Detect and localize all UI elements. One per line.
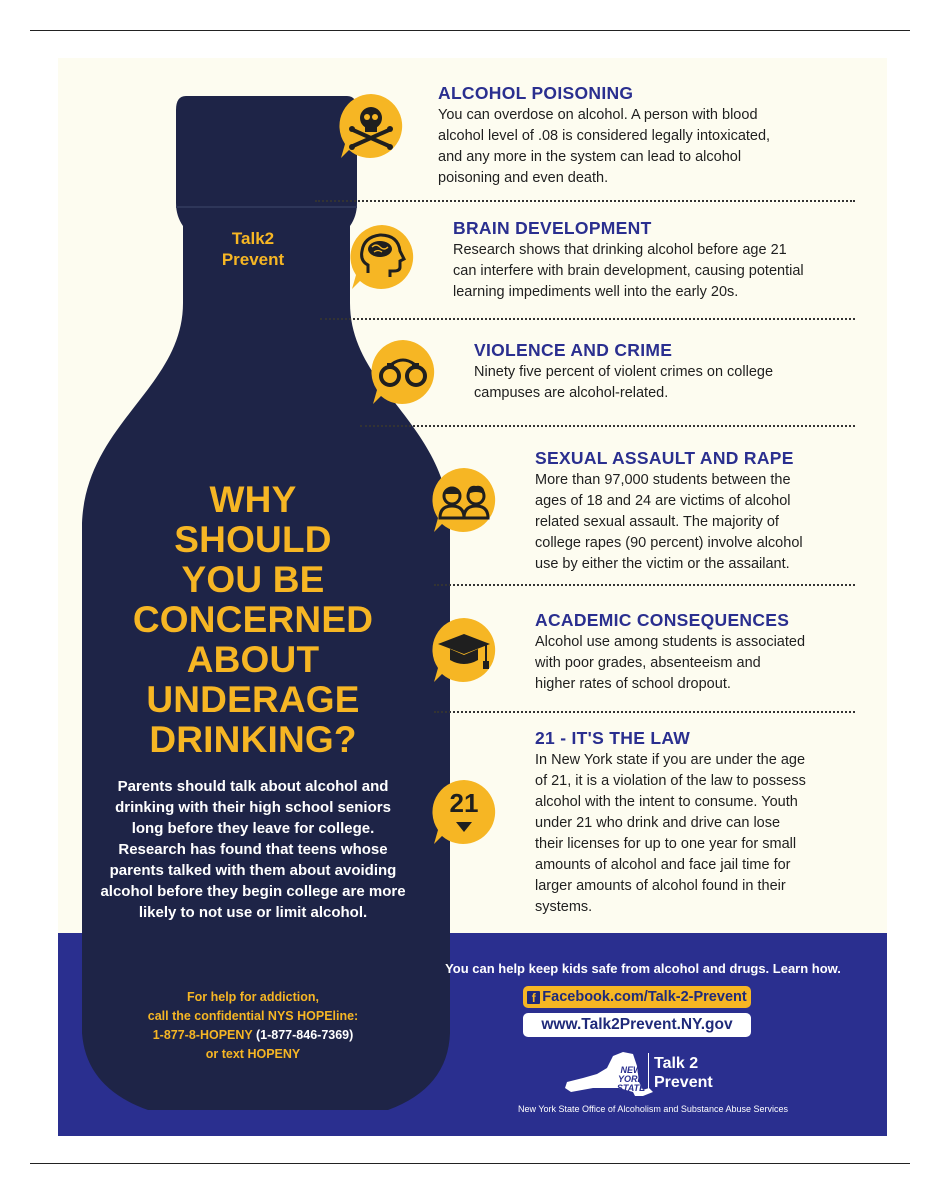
help-line-1: For help for addiction,: [187, 990, 319, 1004]
body-line: systems.: [535, 899, 593, 915]
website-url: www.Talk2Prevent.NY.gov: [541, 1016, 733, 1033]
section-brain-development: [453, 218, 863, 303]
brand-logo-top: [203, 228, 303, 270]
logo-divider: [648, 1053, 649, 1093]
headline-line: CONCERNED: [132, 599, 374, 640]
body-line: learning impediments well into the early 20s.: [453, 284, 739, 300]
body-line: related sexual assault. The majority of: [535, 514, 779, 530]
section-title: ALCOHOL POISONING: [438, 83, 634, 103]
body-line: Research shows that drinking alcohol before age 21: [453, 242, 787, 258]
intro-paragraph: Parents should talk about alcohol and drinking with their high school seniors long before they leave for college. Research has found that teens whose parents talked with them about avoiding alcohol before they begin college are more likely to not use or limit alcohol.: [100, 778, 406, 921]
body-line: You can overdose on alcohol. A person with blood: [438, 107, 758, 123]
body-line: college rapes (90 percent) involve alcohol: [535, 535, 803, 551]
body-line: larger amounts of alcohol found in their: [535, 878, 786, 894]
handcuffs-icon: [367, 336, 439, 408]
section-title: SEXUAL ASSAULT AND RAPE: [535, 448, 794, 468]
headline-line: WHY: [209, 479, 297, 520]
section-its-the-law: [535, 728, 865, 918]
body-line: alcohol with the intent to consume. Youth: [535, 794, 798, 810]
section-alcohol-poisoning: [438, 83, 858, 189]
body-line: campuses are alcohol-related.: [474, 385, 669, 401]
facebook-url: Facebook.com/Talk-2-Prevent: [542, 989, 747, 1005]
section-body: [438, 105, 858, 189]
section-body: [453, 240, 863, 303]
body-line: ages of 18 and 24 are victims of alcohol: [535, 493, 791, 509]
website-link[interactable]: [523, 1013, 751, 1037]
body-line: Ninety five percent of violent crimes on college: [474, 364, 774, 380]
state-line: STATE: [616, 1083, 646, 1093]
hopeline-phone-word: 1-877-8-HOPENY: [152, 1028, 253, 1042]
section-body: [535, 470, 865, 575]
state-line: NEW: [620, 1065, 642, 1075]
section-title: ACADEMIC CONSEQUENCES: [535, 610, 790, 630]
body-line: alcohol level of .08 is considered legally intoxicated,: [438, 128, 771, 144]
divider: [320, 318, 855, 320]
help-info: [98, 988, 408, 1064]
headline-line: YOU BE: [181, 559, 325, 600]
headline-line: UNDERAGE: [146, 679, 360, 720]
section-title: 21 - IT'S THE LAW: [535, 728, 691, 748]
graduation-cap-icon: [428, 614, 500, 686]
brain-head-icon: [346, 221, 418, 293]
headline-line: ABOUT: [186, 639, 320, 680]
section-body: [535, 632, 865, 695]
age-21-icon: [428, 776, 500, 848]
agency-name: New York State Office of Alcoholism and Substance Abuse Services: [518, 1104, 788, 1114]
divider: [434, 584, 855, 586]
two-people-icon: [428, 464, 500, 536]
brand-line-2: Prevent: [221, 250, 285, 269]
skull-crossbones-icon: [335, 90, 407, 162]
text-prefix: or text: [205, 1047, 244, 1061]
text-keyword: HOPENY: [247, 1047, 301, 1061]
body-line: amounts of alcohol and face jail time for: [535, 857, 791, 873]
call-to-action: You can help keep kids safe from alcohol and drugs. Learn how.: [445, 961, 841, 976]
scan-border-top: [30, 30, 910, 31]
brand-line-1: Talk2: [231, 229, 275, 248]
age-21-text: 21: [449, 788, 479, 818]
section-title: BRAIN DEVELOPMENT: [453, 218, 652, 238]
body-line: their licenses for up to one year for small: [535, 836, 797, 852]
headline: [68, 480, 438, 760]
section-academic-consequences: [535, 610, 865, 695]
section-violence-and-crime: [474, 340, 864, 404]
divider: [360, 425, 855, 427]
body-line: poisoning and even death.: [438, 170, 609, 186]
help-line-2: call the confidential NYS HOPEline:: [147, 1009, 359, 1023]
body-line: and any more in the system can lead to alcohol: [438, 149, 742, 165]
state-line: YORK: [617, 1074, 644, 1084]
section-sexual-assault: [535, 448, 865, 575]
body-line: In New York state if you are under the age: [535, 752, 806, 768]
body-line: Alcohol use among students is associated: [535, 634, 806, 650]
facebook-icon: f: [527, 991, 540, 1004]
hopeline-phone-number: (1-877-846-7369): [256, 1028, 354, 1042]
scan-border-bottom: [30, 1163, 910, 1164]
body-line: More than 97,000 students between the: [535, 472, 791, 488]
brand-line-1: Talk 2: [654, 1055, 699, 1072]
body-line: use by either the victim or the assailant.: [535, 556, 790, 572]
poster: [58, 58, 887, 1136]
section-body: [474, 362, 864, 404]
section-body: [535, 750, 865, 918]
body-line: can interfere with brain development, causing potential: [453, 263, 804, 279]
divider: [315, 200, 855, 202]
facebook-link[interactable]: [523, 986, 751, 1008]
brand-line-2: Prevent: [654, 1074, 713, 1091]
headline-line: DRINKING?: [149, 719, 357, 760]
body-line: higher rates of school dropout.: [535, 676, 731, 692]
brand-logo-bottom: [654, 1054, 713, 1092]
body-line: under 21 who drink and drive can lose: [535, 815, 781, 831]
section-title: VIOLENCE AND CRIME: [474, 340, 673, 360]
headline-line: SHOULD: [174, 519, 332, 560]
body-line: of 21, it is a violation of the law to possess: [535, 773, 806, 789]
body-line: with poor grades, absenteeism and: [535, 655, 761, 671]
divider: [434, 711, 855, 713]
